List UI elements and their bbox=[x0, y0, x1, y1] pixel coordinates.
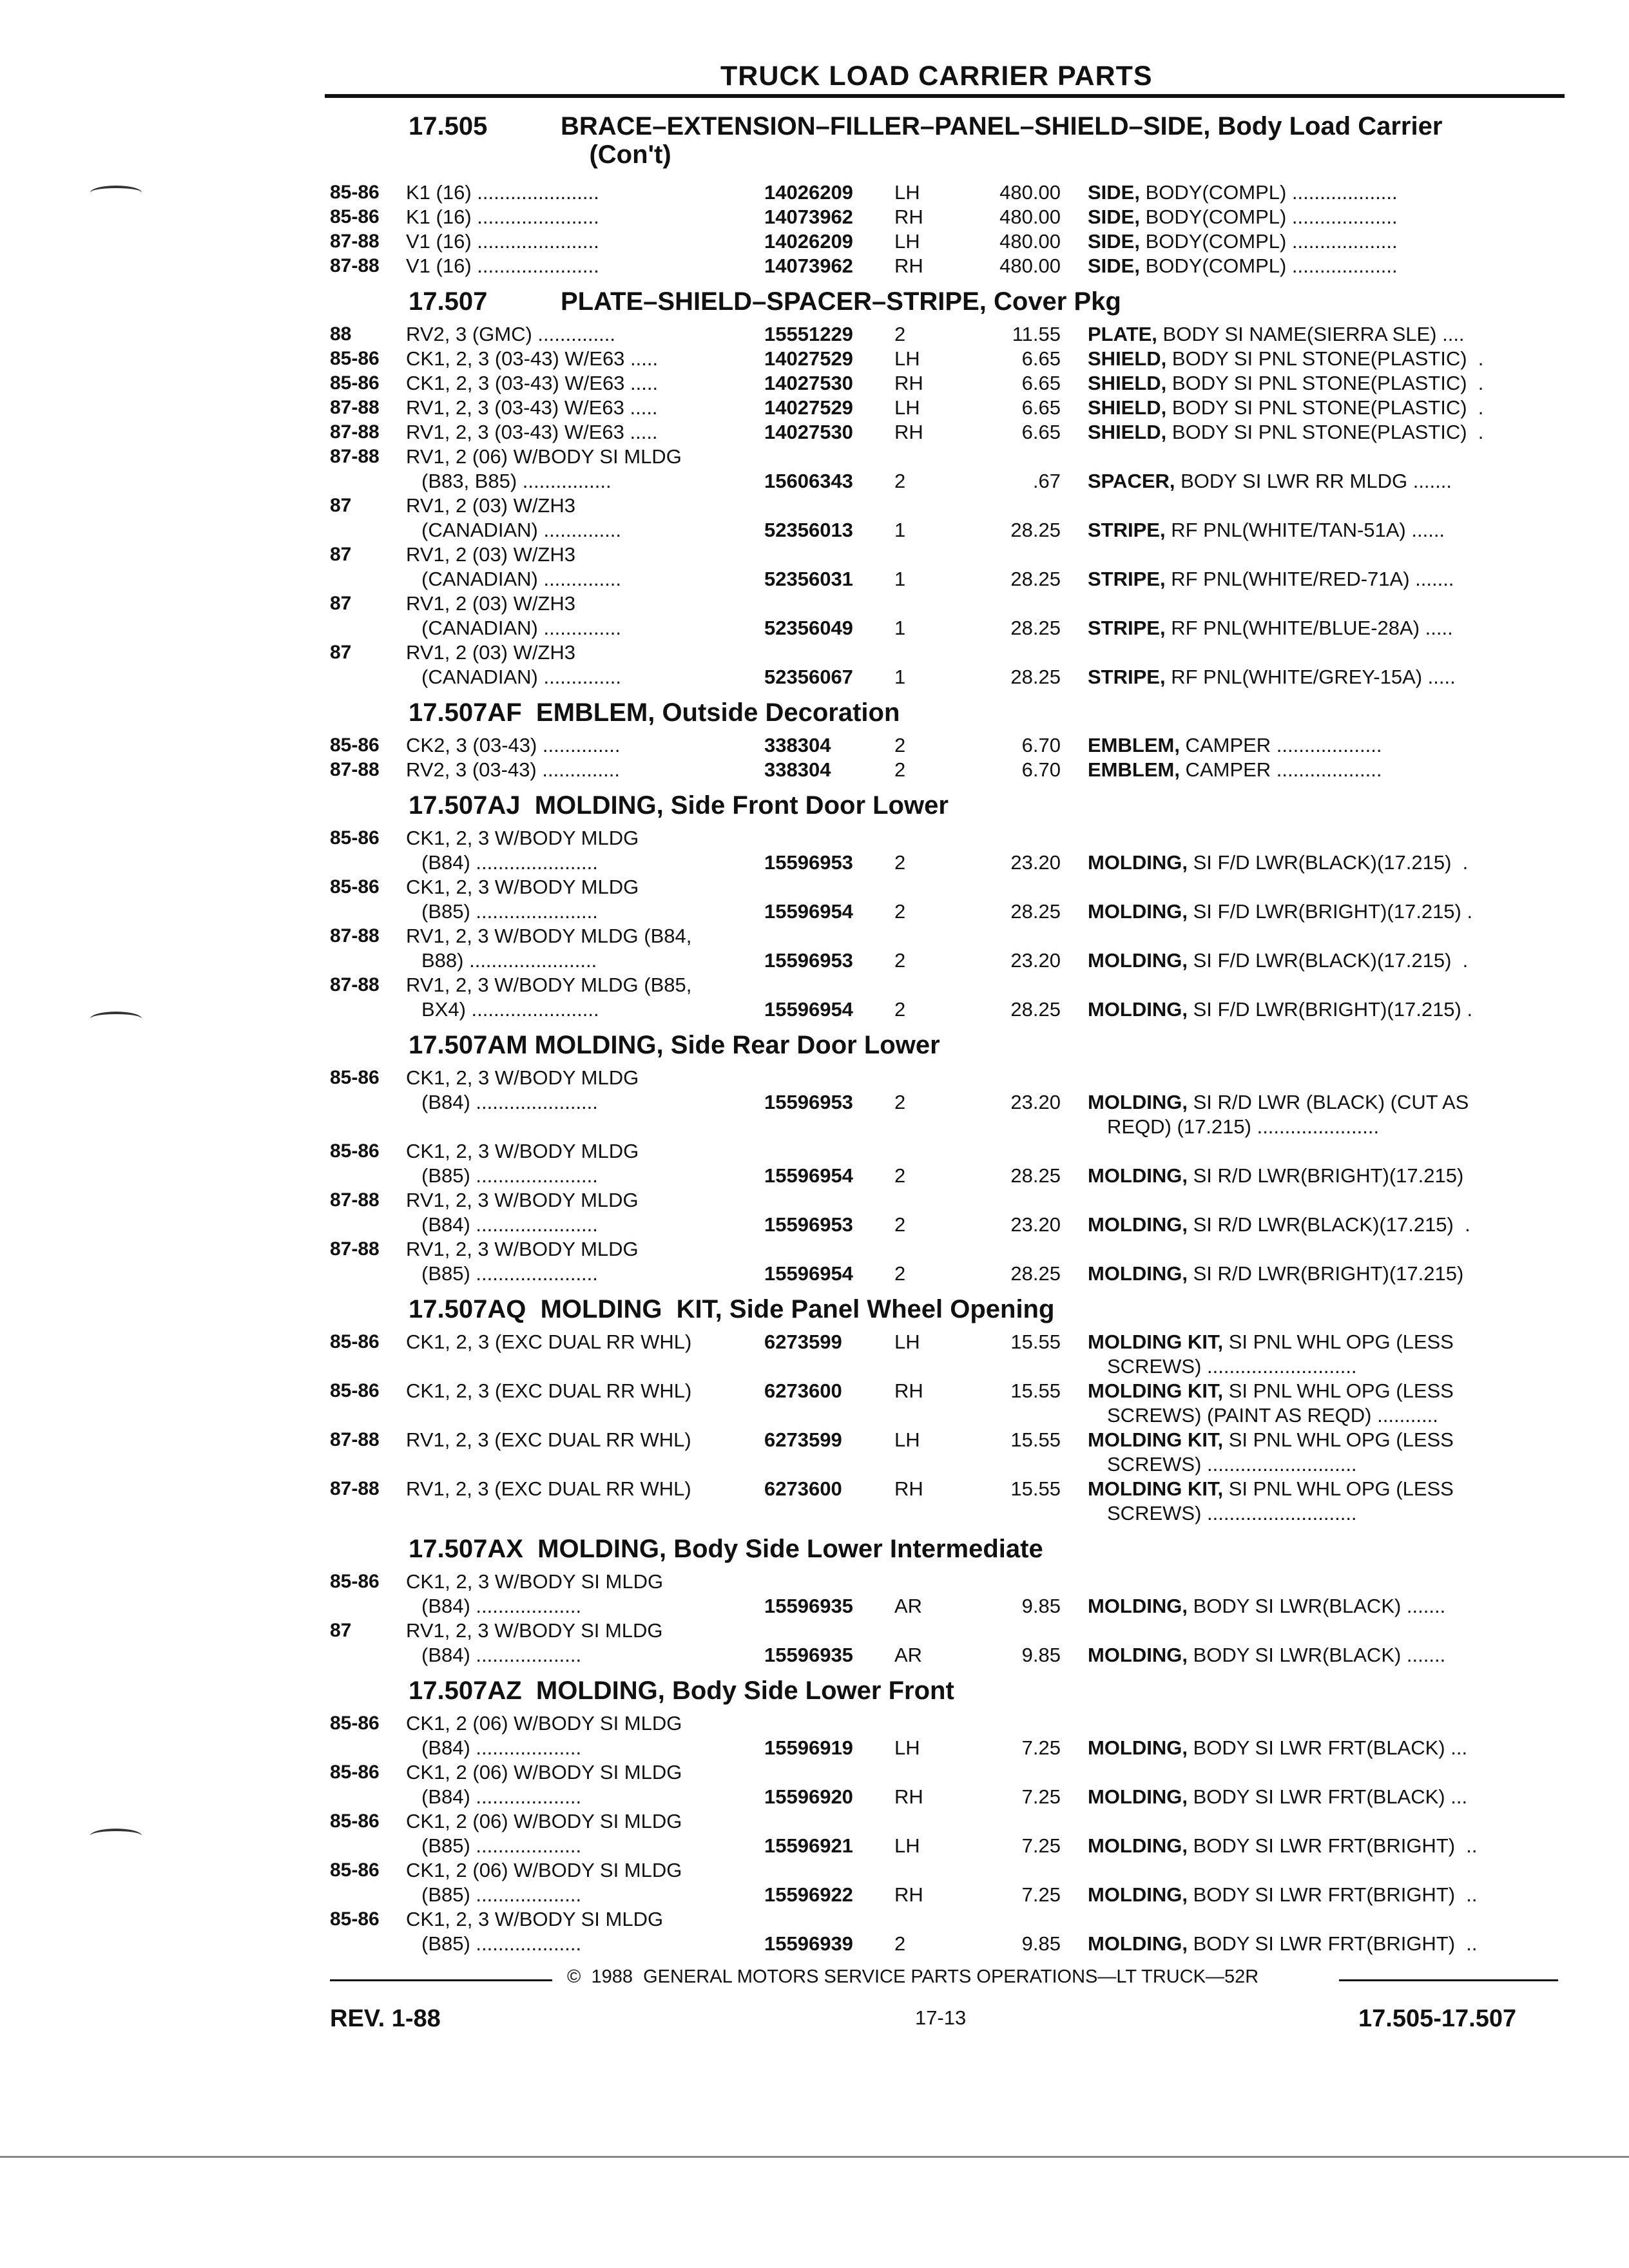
part-description: SIDE, BODY(COMPL) ................... bbox=[1088, 206, 1398, 228]
part-number: 6273599 bbox=[764, 1331, 842, 1353]
list-price: 11.55 bbox=[1012, 323, 1061, 345]
part-description: MOLDING, SI R/D LWR(BRIGHT)(17.215) bbox=[1088, 1164, 1464, 1187]
part-number: 15596954 bbox=[764, 1262, 853, 1285]
model-application: RV1, 2, 3 W/BODY SI MLDG bbox=[406, 1619, 663, 1642]
model-year: 87-88 bbox=[330, 925, 380, 947]
model-application: RV2, 3 (GMC) .............. bbox=[406, 323, 615, 345]
part-row bbox=[0, 205, 1629, 229]
list-price: 480.00 bbox=[999, 255, 1061, 277]
model-application: RV1, 2 (03) W/ZH3 bbox=[406, 543, 576, 566]
model-application: CK1, 2, 3 (EXC DUAL RR WHL) bbox=[406, 1379, 692, 1402]
quantity: 1 bbox=[894, 666, 906, 688]
section-heading bbox=[0, 689, 1629, 733]
part-number: 15596954 bbox=[764, 900, 853, 923]
model-year: 87 bbox=[330, 593, 352, 614]
part-description-continued: SCREWS) (PAINT AS REQD) ........... bbox=[1107, 1404, 1438, 1427]
list-price: 7.25 bbox=[1021, 1785, 1061, 1808]
footer-rule-left bbox=[330, 1979, 552, 1981]
list-price: 23.20 bbox=[1010, 949, 1061, 972]
model-application-continued: (B84) ...................... bbox=[421, 851, 598, 874]
part-description: MOLDING, SI F/D LWR(BLACK)(17.215) . bbox=[1088, 949, 1469, 972]
list-price: 28.25 bbox=[1010, 1164, 1061, 1187]
model-application: CK1, 2, 3 (EXC DUAL RR WHL) bbox=[406, 1331, 692, 1353]
part-row bbox=[0, 1237, 1629, 1286]
model-year: 85-86 bbox=[330, 1331, 380, 1352]
part-row bbox=[0, 420, 1629, 445]
quantity: AR bbox=[894, 1595, 923, 1617]
part-row bbox=[0, 1428, 1629, 1477]
model-year: 87-88 bbox=[330, 974, 380, 995]
part-number: 6273600 bbox=[764, 1477, 842, 1500]
model-year: 85-86 bbox=[330, 1380, 380, 1401]
quantity: 2 bbox=[894, 998, 906, 1021]
part-number: 52356067 bbox=[764, 666, 853, 688]
part-row bbox=[0, 1619, 1629, 1667]
model-year: 87 bbox=[330, 1620, 352, 1641]
list-price: 28.25 bbox=[1010, 568, 1061, 590]
part-description: MOLDING, BODY SI LWR FRT(BRIGHT) .. bbox=[1088, 1932, 1478, 1955]
section-title: 17.507AF EMBLEM, Outside Decoration bbox=[409, 698, 900, 727]
model-application-continued: (B83, B85) ................ bbox=[421, 470, 612, 492]
model-year: 85-86 bbox=[330, 827, 380, 849]
part-number: 14027529 bbox=[764, 396, 853, 419]
part-row bbox=[0, 1858, 1629, 1907]
part-row bbox=[0, 445, 1629, 494]
part-description: MOLDING KIT, SI PNL WHL OPG (LESS bbox=[1088, 1331, 1454, 1353]
part-number: 15596954 bbox=[764, 1164, 853, 1187]
model-application: CK1, 2, 3 W/BODY SI MLDG bbox=[406, 1908, 664, 1930]
model-application: CK1, 2, 3 (03-43) W/E63 ..... bbox=[406, 347, 659, 370]
model-application-continued: BX4) ....................... bbox=[421, 998, 599, 1021]
model-application: RV1, 2, 3 W/BODY MLDG (B84, bbox=[406, 925, 692, 947]
model-application-continued: (B85) ................... bbox=[421, 1883, 582, 1906]
section-heading bbox=[0, 782, 1629, 826]
list-price: 28.25 bbox=[1010, 1262, 1061, 1285]
part-row bbox=[0, 1379, 1629, 1428]
part-description: MOLDING, BODY SI LWR FRT(BLACK) ... bbox=[1088, 1785, 1468, 1808]
list-price: 23.20 bbox=[1010, 851, 1061, 874]
section-number: 17.505 bbox=[409, 112, 488, 140]
section-heading bbox=[0, 1286, 1629, 1330]
model-year: 87 bbox=[330, 642, 352, 663]
part-row bbox=[0, 1188, 1629, 1237]
part-description: EMBLEM, CAMPER ................... bbox=[1088, 734, 1382, 756]
part-description-continued: REQD) (17.215) ...................... bbox=[1107, 1115, 1380, 1138]
list-price: 7.25 bbox=[1021, 1736, 1061, 1759]
part-description: SHIELD, BODY SI PNL STONE(PLASTIC) . bbox=[1088, 396, 1484, 419]
model-application: RV1, 2 (03) W/ZH3 bbox=[406, 641, 576, 664]
part-number: 15596920 bbox=[764, 1785, 853, 1808]
part-row bbox=[0, 640, 1629, 689]
part-row bbox=[0, 733, 1629, 758]
quantity: LH bbox=[894, 396, 920, 419]
part-description-continued: SCREWS) ........................... bbox=[1107, 1453, 1357, 1475]
part-description: SIDE, BODY(COMPL) ................... bbox=[1088, 255, 1398, 277]
model-application-continued: (B84) ................... bbox=[421, 1785, 582, 1808]
part-row bbox=[0, 1477, 1629, 1526]
model-application-continued: (B84) ...................... bbox=[421, 1091, 598, 1113]
part-number: 15596922 bbox=[764, 1883, 853, 1906]
model-year: 87-88 bbox=[330, 446, 380, 467]
part-number: 14073962 bbox=[764, 255, 853, 277]
model-year: 85-86 bbox=[330, 1908, 380, 1930]
list-price: 480.00 bbox=[999, 230, 1061, 253]
model-application-continued: (B84) ................... bbox=[421, 1736, 582, 1759]
quantity: RH bbox=[894, 1379, 923, 1402]
model-application: V1 (16) ...................... bbox=[406, 230, 599, 253]
model-year: 87-88 bbox=[330, 421, 380, 443]
part-number: 14026209 bbox=[764, 230, 853, 253]
part-number: 15596953 bbox=[764, 1213, 853, 1236]
list-price: 28.25 bbox=[1010, 998, 1061, 1021]
quantity: 2 bbox=[894, 900, 906, 923]
part-row bbox=[0, 543, 1629, 591]
section-heading bbox=[0, 1667, 1629, 1711]
quantity: RH bbox=[894, 255, 923, 277]
part-row bbox=[0, 875, 1629, 924]
list-price: 9.85 bbox=[1021, 1644, 1061, 1666]
quantity: 1 bbox=[894, 519, 906, 541]
part-description: MOLDING, BODY SI LWR FRT(BRIGHT) .. bbox=[1088, 1883, 1478, 1906]
model-application-continued: (B84) ................... bbox=[421, 1644, 582, 1666]
part-number: 15596935 bbox=[764, 1595, 853, 1617]
section-number: 17.507 bbox=[409, 287, 488, 316]
model-application: CK1, 2 (06) W/BODY SI MLDG bbox=[406, 1761, 682, 1783]
quantity: 2 bbox=[894, 1164, 906, 1187]
part-number: 14027530 bbox=[764, 372, 853, 394]
model-application: K1 (16) ...................... bbox=[406, 181, 599, 204]
model-application: CK2, 3 (03-43) .............. bbox=[406, 734, 621, 756]
part-row bbox=[0, 494, 1629, 543]
footer-revision: REV. 1-88 bbox=[330, 2005, 441, 2032]
footer-copyright: © 1988 GENERAL MOTORS SERVICE PARTS OPERATIONS—LT TRUCK—52R bbox=[567, 1966, 1259, 1987]
model-year: 87-88 bbox=[330, 759, 380, 780]
section-title: 17.507AX MOLDING, Body Side Lower Intermediate bbox=[409, 1535, 1043, 1563]
part-number: 15596953 bbox=[764, 851, 853, 874]
model-application: RV2, 3 (03-43) .............. bbox=[406, 758, 620, 781]
part-number: 15596935 bbox=[764, 1644, 853, 1666]
list-price: 480.00 bbox=[999, 181, 1061, 204]
part-row bbox=[0, 1809, 1629, 1858]
part-row bbox=[0, 1570, 1629, 1619]
model-year: 85-86 bbox=[330, 1860, 380, 1881]
list-price: 15.55 bbox=[1010, 1477, 1061, 1500]
model-application: CK1, 2 (06) W/BODY SI MLDG bbox=[406, 1810, 682, 1832]
list-price: 6.65 bbox=[1021, 372, 1061, 394]
list-price: 7.25 bbox=[1021, 1834, 1061, 1857]
model-application-continued: (CANADIAN) .............. bbox=[421, 666, 622, 688]
model-year: 85-86 bbox=[330, 206, 380, 227]
part-row bbox=[0, 591, 1629, 640]
model-year: 87 bbox=[330, 544, 352, 565]
part-row bbox=[0, 322, 1629, 347]
part-row bbox=[0, 1066, 1629, 1139]
model-application: CK1, 2, 3 W/BODY MLDG bbox=[406, 1140, 639, 1162]
quantity: 1 bbox=[894, 617, 906, 639]
part-row bbox=[0, 347, 1629, 371]
model-application-continued: (CANADIAN) .............. bbox=[421, 568, 622, 590]
part-number: 14026209 bbox=[764, 181, 853, 204]
part-description: MOLDING, BODY SI LWR FRT(BRIGHT) .. bbox=[1088, 1834, 1478, 1857]
quantity: 2 bbox=[894, 734, 906, 756]
part-description-continued: SCREWS) ........................... bbox=[1107, 1355, 1357, 1378]
part-description: MOLDING, SI F/D LWR(BLACK)(17.215) . bbox=[1088, 851, 1469, 874]
part-description: STRIPE, RF PNL(WHITE/GREY-15A) ..... bbox=[1088, 666, 1456, 688]
page-header-title: TRUCK LOAD CARRIER PARTS bbox=[720, 61, 1153, 91]
model-application: CK1, 2 (06) W/BODY SI MLDG bbox=[406, 1859, 682, 1881]
part-description: MOLDING KIT, SI PNL WHL OPG (LESS bbox=[1088, 1428, 1454, 1451]
quantity: 2 bbox=[894, 851, 906, 874]
quantity: LH bbox=[894, 1736, 920, 1759]
part-row bbox=[0, 229, 1629, 254]
quantity: 1 bbox=[894, 568, 906, 590]
model-application-continued: (B85) ...................... bbox=[421, 1164, 598, 1187]
list-price: 15.55 bbox=[1010, 1428, 1061, 1451]
part-number: 338304 bbox=[764, 734, 831, 756]
model-application: RV1, 2 (03) W/ZH3 bbox=[406, 494, 576, 517]
header-rule bbox=[325, 94, 1565, 98]
page-bottom-rule bbox=[0, 2156, 1629, 2158]
model-year: 87 bbox=[330, 495, 352, 516]
part-number: 52356049 bbox=[764, 617, 853, 639]
part-description: MOLDING, BODY SI LWR FRT(BLACK) ... bbox=[1088, 1736, 1468, 1759]
list-price: 6.70 bbox=[1021, 758, 1061, 781]
quantity: AR bbox=[894, 1644, 923, 1666]
part-description-continued: SCREWS) ........................... bbox=[1107, 1502, 1357, 1524]
model-year: 85-86 bbox=[330, 1713, 380, 1734]
quantity: RH bbox=[894, 1785, 923, 1808]
quantity: 2 bbox=[894, 470, 906, 492]
part-row bbox=[0, 396, 1629, 420]
model-year: 87-88 bbox=[330, 1189, 380, 1211]
part-description: MOLDING, SI F/D LWR(BRIGHT)(17.215) . bbox=[1088, 998, 1473, 1021]
part-number: 6273599 bbox=[764, 1428, 842, 1451]
list-price: 23.20 bbox=[1010, 1213, 1061, 1236]
model-year: 85-86 bbox=[330, 1571, 380, 1592]
list-price: 23.20 bbox=[1010, 1091, 1061, 1113]
parts-list bbox=[0, 103, 1629, 1956]
part-description: PLATE, BODY SI NAME(SIERRA SLE) .... bbox=[1088, 323, 1465, 345]
model-year: 87-88 bbox=[330, 1238, 380, 1260]
model-application-continued: (B85) ...................... bbox=[421, 1262, 598, 1285]
model-application: V1 (16) ...................... bbox=[406, 255, 599, 277]
model-year: 85-86 bbox=[330, 876, 380, 898]
footer-page-number: 17-13 bbox=[915, 2006, 967, 2029]
part-number: 15606343 bbox=[764, 470, 853, 492]
model-application-continued: (B85) ................... bbox=[421, 1834, 582, 1857]
model-application: CK1, 2, 3 W/BODY MLDG bbox=[406, 876, 639, 898]
quantity: 2 bbox=[894, 949, 906, 972]
model-year: 88 bbox=[330, 323, 352, 345]
model-application: CK1, 2, 3 (03-43) W/E63 ..... bbox=[406, 372, 659, 394]
model-year: 87-88 bbox=[330, 1478, 380, 1499]
list-price: 6.65 bbox=[1021, 421, 1061, 443]
quantity: 2 bbox=[894, 323, 906, 345]
model-year: 87-88 bbox=[330, 1429, 380, 1450]
footer-rule-right bbox=[1339, 1979, 1558, 1981]
part-number: 15596954 bbox=[764, 998, 853, 1021]
part-description: MOLDING, BODY SI LWR(BLACK) ....... bbox=[1088, 1644, 1446, 1666]
list-price: 28.25 bbox=[1010, 617, 1061, 639]
part-number: 14027529 bbox=[764, 347, 853, 370]
section-heading bbox=[0, 278, 1629, 322]
model-year: 85-86 bbox=[330, 372, 380, 394]
quantity: LH bbox=[894, 230, 920, 253]
part-number: 15596921 bbox=[764, 1834, 853, 1857]
part-description: EMBLEM, CAMPER ................... bbox=[1088, 758, 1382, 781]
model-year: 87-88 bbox=[330, 255, 380, 276]
part-row bbox=[0, 1760, 1629, 1809]
part-number: 15596939 bbox=[764, 1932, 853, 1955]
part-description: MOLDING, SI R/D LWR(BRIGHT)(17.215) bbox=[1088, 1262, 1464, 1285]
part-number: 15551229 bbox=[764, 323, 853, 345]
part-row bbox=[0, 180, 1629, 205]
list-price: 9.85 bbox=[1021, 1932, 1061, 1955]
model-application: CK1, 2 (06) W/BODY SI MLDG bbox=[406, 1712, 682, 1735]
quantity: 2 bbox=[894, 1213, 906, 1236]
model-application: RV1, 2, 3 W/BODY MLDG bbox=[406, 1238, 639, 1260]
footer-section-range: 17.505-17.507 bbox=[1358, 2005, 1517, 2032]
model-year: 87-88 bbox=[330, 231, 380, 252]
list-price: 6.65 bbox=[1021, 347, 1061, 370]
model-year: 85-86 bbox=[330, 1762, 380, 1783]
model-year: 85-86 bbox=[330, 1140, 380, 1162]
model-application-continued: B88) ....................... bbox=[421, 949, 597, 972]
model-application-continued: (CANADIAN) .............. bbox=[421, 617, 622, 639]
model-year: 85-86 bbox=[330, 735, 380, 756]
part-number: 338304 bbox=[764, 758, 831, 781]
part-description: SHIELD, BODY SI PNL STONE(PLASTIC) . bbox=[1088, 372, 1484, 394]
part-row bbox=[0, 1139, 1629, 1188]
part-description: STRIPE, RF PNL(WHITE/BLUE-28A) ..... bbox=[1088, 617, 1453, 639]
part-row bbox=[0, 371, 1629, 396]
model-application-continued: (B85) ...................... bbox=[421, 900, 598, 923]
part-description: STRIPE, RF PNL(WHITE/TAN-51A) ...... bbox=[1088, 519, 1445, 541]
part-description: STRIPE, RF PNL(WHITE/RED-71A) ....... bbox=[1088, 568, 1454, 590]
model-application: RV1, 2, 3 (03-43) W/E63 ..... bbox=[406, 421, 658, 443]
list-price: 28.25 bbox=[1010, 666, 1061, 688]
part-number: 15596953 bbox=[764, 949, 853, 972]
section-title: 17.507AZ MOLDING, Body Side Lower Front bbox=[409, 1677, 954, 1705]
quantity: RH bbox=[894, 1883, 923, 1906]
part-description: MOLDING, BODY SI LWR(BLACK) ....... bbox=[1088, 1595, 1446, 1617]
model-application: CK1, 2, 3 W/BODY MLDG bbox=[406, 827, 639, 849]
quantity: LH bbox=[894, 1331, 920, 1353]
list-price: 9.85 bbox=[1021, 1595, 1061, 1617]
model-application: RV1, 2, 3 W/BODY MLDG (B85, bbox=[406, 974, 692, 996]
list-price: 480.00 bbox=[999, 206, 1061, 228]
model-year: 85-86 bbox=[330, 182, 380, 203]
list-price: 15.55 bbox=[1010, 1331, 1061, 1353]
model-application-continued: (B84) ................... bbox=[421, 1595, 582, 1617]
quantity: LH bbox=[894, 1428, 920, 1451]
section-heading bbox=[0, 1526, 1629, 1570]
list-price: 28.25 bbox=[1010, 900, 1061, 923]
section-heading bbox=[0, 103, 1629, 180]
model-application: RV1, 2 (03) W/ZH3 bbox=[406, 592, 576, 615]
section-title: 17.507AM MOLDING, Side Rear Door Lower bbox=[409, 1031, 940, 1059]
quantity: 2 bbox=[894, 1262, 906, 1285]
quantity: LH bbox=[894, 1834, 920, 1857]
part-row bbox=[0, 924, 1629, 973]
quantity: RH bbox=[894, 421, 923, 443]
model-application: RV1, 2, 3 (EXC DUAL RR WHL) bbox=[406, 1428, 691, 1451]
part-description: MOLDING, SI R/D LWR(BLACK)(17.215) . bbox=[1088, 1213, 1470, 1236]
part-number: 6273600 bbox=[764, 1379, 842, 1402]
part-number: 14027530 bbox=[764, 421, 853, 443]
model-application: RV1, 2, 3 W/BODY MLDG bbox=[406, 1189, 639, 1211]
model-year: 85-86 bbox=[330, 1811, 380, 1832]
part-number: 52356013 bbox=[764, 519, 853, 541]
list-price: 28.25 bbox=[1010, 519, 1061, 541]
part-description: MOLDING, SI R/D LWR (BLACK) (CUT AS bbox=[1088, 1091, 1469, 1113]
section-title: 17.507AQ MOLDING KIT, Side Panel Wheel Opening bbox=[409, 1295, 1055, 1323]
model-application-continued: (B84) ...................... bbox=[421, 1213, 598, 1236]
part-number: 14073962 bbox=[764, 206, 853, 228]
part-number: 52356031 bbox=[764, 568, 853, 590]
quantity: RH bbox=[894, 372, 923, 394]
quantity: RH bbox=[894, 1477, 923, 1500]
model-application: RV1, 2, 3 (03-43) W/E63 ..... bbox=[406, 396, 658, 419]
part-row bbox=[0, 1330, 1629, 1379]
part-row bbox=[0, 826, 1629, 875]
part-description: SIDE, BODY(COMPL) ................... bbox=[1088, 181, 1398, 204]
part-number: 15596919 bbox=[764, 1736, 853, 1759]
list-price: 15.55 bbox=[1010, 1379, 1061, 1402]
part-description: SPACER, BODY SI LWR RR MLDG ....... bbox=[1088, 470, 1452, 492]
part-row bbox=[0, 254, 1629, 278]
quantity: LH bbox=[894, 181, 920, 204]
quantity: 2 bbox=[894, 1932, 906, 1955]
quantity: RH bbox=[894, 206, 923, 228]
model-application: RV1, 2 (06) W/BODY SI MLDG bbox=[406, 445, 682, 468]
part-row bbox=[0, 758, 1629, 782]
list-price: 6.70 bbox=[1021, 734, 1061, 756]
part-description: SHIELD, BODY SI PNL STONE(PLASTIC) . bbox=[1088, 347, 1484, 370]
part-description: SIDE, BODY(COMPL) ................... bbox=[1088, 230, 1398, 253]
part-number: 15596953 bbox=[764, 1091, 853, 1113]
model-year: 85-86 bbox=[330, 348, 380, 369]
model-application-continued: (B85) ................... bbox=[421, 1932, 582, 1955]
section-title: PLATE–SHIELD–SPACER–STRIPE, Cover Pkg bbox=[561, 287, 1121, 316]
model-application: CK1, 2, 3 W/BODY MLDG bbox=[406, 1066, 639, 1089]
section-title: BRACE–EXTENSION–FILLER–PANEL–SHIELD–SIDE, Body Load Carrier (Con't) bbox=[561, 112, 1443, 169]
section-title: 17.507AJ MOLDING, Side Front Door Lower bbox=[409, 791, 949, 820]
quantity: LH bbox=[894, 347, 920, 370]
model-year: 85-86 bbox=[330, 1067, 380, 1088]
model-year: 87-88 bbox=[330, 397, 380, 418]
quantity: 2 bbox=[894, 1091, 906, 1113]
list-price: 7.25 bbox=[1021, 1883, 1061, 1906]
part-row bbox=[0, 973, 1629, 1022]
model-application-continued: (CANADIAN) .............. bbox=[421, 519, 622, 541]
quantity: 2 bbox=[894, 758, 906, 781]
list-price: 6.65 bbox=[1021, 396, 1061, 419]
list-price: .67 bbox=[1032, 470, 1061, 492]
part-description: MOLDING KIT, SI PNL WHL OPG (LESS bbox=[1088, 1379, 1454, 1402]
part-row bbox=[0, 1907, 1629, 1956]
part-description: SHIELD, BODY SI PNL STONE(PLASTIC) . bbox=[1088, 421, 1484, 443]
section-heading bbox=[0, 1022, 1629, 1066]
model-application: CK1, 2, 3 W/BODY SI MLDG bbox=[406, 1570, 664, 1593]
model-application: RV1, 2, 3 (EXC DUAL RR WHL) bbox=[406, 1477, 691, 1500]
part-row bbox=[0, 1711, 1629, 1760]
part-description: MOLDING, SI F/D LWR(BRIGHT)(17.215) . bbox=[1088, 900, 1473, 923]
model-application: K1 (16) ...................... bbox=[406, 206, 599, 228]
part-description: MOLDING KIT, SI PNL WHL OPG (LESS bbox=[1088, 1477, 1454, 1500]
